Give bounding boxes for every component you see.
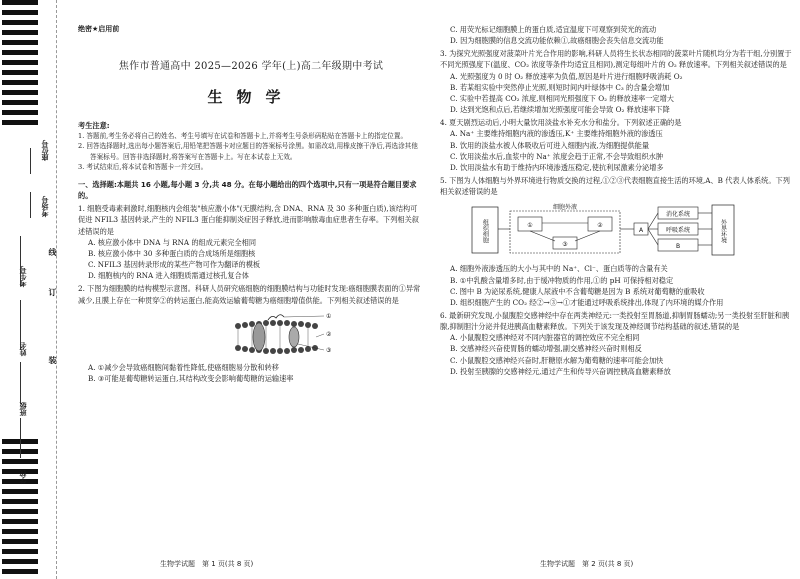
exam-no-line [30,192,31,218]
q1-option-d: D. 细胞核内的 RNA 进入细胞质需通过核孔复合体 [88,271,249,281]
membrane-label-3: ③ [326,346,332,354]
binding-margin [0,0,60,579]
phospholipid-heads-bottom [235,345,318,354]
membrane-label-1: ① [326,312,332,320]
secret-mark: 绝密★启用前 [78,25,120,33]
notice-item-3: 3. 考试结束后,将本试卷和答题卡一并交回。 [78,163,208,172]
seat-label: 座位号 [41,140,49,161]
name-line [20,300,21,350]
q6-option-d: D. 投射至胰腺的交感神经元,通过产生和传导兴奋调控胰高血糖素释放 [450,366,671,376]
exam-no-label: 考场号 [41,196,49,217]
system-a-label: A [638,227,644,235]
extracellular-fluid-label: 细胞外液 [552,204,578,212]
section-heading: 一、选择题:本题共 16 小题,每小题 3 分,共 48 分。在每小题给出的四个选项中,只有一项是符合题目要求的。 [78,179,417,201]
q6-option-b: B. 交感神经兴奋使胃肠的蠕动增强,副交感神经兴奋时则相反 [450,344,642,354]
page-footer-left: 生物学试题 第 1 页(共 8 页) [160,560,254,568]
q5-option-a: A. 细胞外液渗透压的大小与其中的 Na⁺、Cl⁻、蛋白质等的含量有关 [450,264,668,274]
membrane-label-2: ② [326,330,332,338]
id-label: 考生号 [19,266,27,287]
phospholipid-heads-top [235,320,318,329]
page-2 [432,0,792,579]
q1-option-a: A. 核应激小体中 DNA 与 RNA 的组成元素完全相同 [88,237,257,247]
subject-title: 生物学 [207,88,295,107]
question-2-stem: 2. 下图为细胞膜的结构模型示意图。科研人员研究癌细胞的细胞膜结构与功能时发现:癌细胞膜表面的①异常减少,且膜上存在一种贯穿②的转运蛋白,能高效运输葡萄糖为癌细胞增值供能。下列相关叙述错误的是 [78,284,421,305]
embedded-protein [289,327,299,347]
question-5-stem: 5. 下图为人体细胞与外界环境进行物质交换的过程,①②③代表细胞直接生活的环境,A、B 代表人体系统。下列相关叙述错误的是 [440,176,790,197]
q1-option-c: C. NFIL3 基因转录形成的某些产物可作为翻译的模板 [88,260,261,270]
q2-option-a: A. ①减少会导致癌细胞间黏着性降低,使癌细胞易分散和转移 [88,362,279,372]
top-stripe-pattern [2,0,38,130]
school-line [20,418,21,458]
compartment-1-label: ① [527,222,533,230]
page-footer-right: 生物学试题 第 2 页(共 8 页) [540,560,634,568]
notice-heading: 考生注意: [78,120,110,130]
cut-mark-seal: 装 [48,356,58,364]
cut-dotted-line [56,0,57,579]
notice-item-2: 2. 回答选择题时,选出每小题答案后,用铅笔把答题卡对应题目的答案标号涂黑。如需改动,用橡皮擦干净后,再选涂其他答案标号。回答非选择题时,将答案写在答题卡上。写在本试卷上无效。 [78,142,418,161]
glycocalyx-chain [268,314,284,319]
q5-option-b: B. ①中乳酸含量增多时,由于缓冲物质的作用,①的 pH 可保持相对稳定 [450,275,674,285]
tissue-cell-label: 组织细胞 [481,219,489,244]
name-label: 姓名 [19,342,27,356]
leader-line-1 [284,316,324,317]
notice-item-1: 1. 答题前,考生务必将自己的姓名、考生号填写在试卷和答题卡上,并将考生号条形码粘贴在答题卡上的指定位置。 [78,131,408,140]
cut-mark-bind: 订 [48,288,58,296]
q5-option-c: C. 图中 B 为泌尿系统,健康人尿液中不含葡萄糖是因为 B 系统对葡萄糖的重吸收 [450,286,705,296]
compartment-2-label: ② [597,222,603,230]
q6-option-c: C. 小鼠腹腔交感神经兴奋时,肝糖原水解为葡萄糖的速率可能会加快 [450,355,664,365]
q2-option-c: C. 用荧光标记细胞膜上的蛋白质,适宜温度下可观察到荧光的流动 [450,25,657,34]
q2-option-d: D. 因为细胞膜的信息交流功能依赖①,故癌细胞会丧失信息交流功能 [450,36,664,46]
system-b-label: B [675,243,681,251]
body-fluid-exchange-diagram [470,201,740,259]
class-label: 班级 [19,402,27,416]
id-line [20,236,21,286]
q6-option-a: A. 小鼠腹腔交感神经对不同内脏器官的调控效应不完全相同 [450,333,640,343]
q5-option-d: D. 组织细胞产生的 CO₂ 经②→③→①才能通过呼吸系统排出,体现了内环境的媒介作用 [450,297,724,307]
compartment-3-label: ③ [562,241,568,249]
q4-option-d: D. 饮用淡盐水有助于维持内环境渗透压稳定,使抗利尿激素分泌增多 [450,162,664,172]
q1-option-b: B. 核应激小体中 30 多种蛋白质的合成场所是细胞核 [88,248,256,258]
digestive-system-label: 消化系统 [665,211,691,219]
q4-option-c: C. 饮用淡盐水后,血浆中的 Na⁺ 浓度会趋于正常,不会导致组织水肿 [450,151,664,161]
school-label: 学校 [19,470,27,484]
external-environment-label: 外界环境 [719,219,727,244]
q4-option-b: B. 饮用的淡盐水被人体吸收后可进入细胞内液,为细胞提供能量 [450,140,650,150]
class-line [20,362,21,404]
cell-membrane-figure [228,312,348,358]
question-3-stem: 3. 为探究光照强度对菠菜叶片光合作用的影响,科研人员将生长状态相同的菠菜叶片随机均分为若干组,分别置于不同光照强度下(温度、CO₂ 浓度等条件均适宜且相同),测定每组叶片的 O₂ 释放速率。下列相关叙述错误的是 [440,49,792,70]
q3-option-b: B. 若某组实验中突然停止光照,则短时间内叶绿体中 C₃ 的含量会增加 [450,82,670,92]
q3-option-a: A. 光照强度为 0 时 O₂ 释放速率为负值,原因是叶片进行细胞呼吸消耗 O₂ [450,71,683,81]
q2-option-b: B. ③可能是葡萄糖转运蛋白,其结构改变会影响葡萄糖的运输速率 [88,373,294,383]
leader-line-2 [316,334,324,337]
respiratory-system-label: 呼吸系统 [665,227,691,235]
cut-mark-line: 线 [48,248,58,256]
question-4-stem: 4. 夏天剧烈运动后,小明大量饮用淡盐水补充水分和盐分。下列叙述正确的是 [440,118,682,128]
exam-title: 焦作市普通高中 2025—2026 学年(上)高二年级期中考试 [118,60,384,72]
question-1-stem: 1. 细胞受毒素刺激时,细胞核内会组装"核应激小体"(无膜结构,含 DNA、RNA 及 30 多种蛋白质),该结构可促进 NFIL3 基因转录,产生的 NFIL3 蛋白能抑制炎症因子释放,进而影响脓毒血症患者生存率。下列相关叙述错误的是 [78,204,419,236]
page-1 [64,0,424,579]
q4-option-a: A. Na⁺ 主要维持细胞内液的渗透压,K⁺ 主要维持细胞外液的渗透压 [450,129,663,139]
bottom-stripe-pattern [2,439,38,579]
transmembrane-protein [253,323,265,351]
q3-option-c: C. 实验中若提高 CO₂ 浓度,则相同光照强度下 O₂ 的释放速率一定增大 [450,93,674,103]
q3-option-d: D. 达到光饱和点后,若继续增加光照强度可能会导致 O₂ 释放速率下降 [450,105,670,115]
question-6-stem: 6. 最新研究发现,小鼠腹腔交感神经中存在两类神经元:一类投射至胃肠道,抑制胃肠蠕动;另一类投射至肝脏和胰腺,抑制胆汁分泌并促进胰高血糖素释放。下列关于该发现及神经调节结构基础的叙述,错误的是 [440,310,790,332]
seat-line [30,148,31,174]
